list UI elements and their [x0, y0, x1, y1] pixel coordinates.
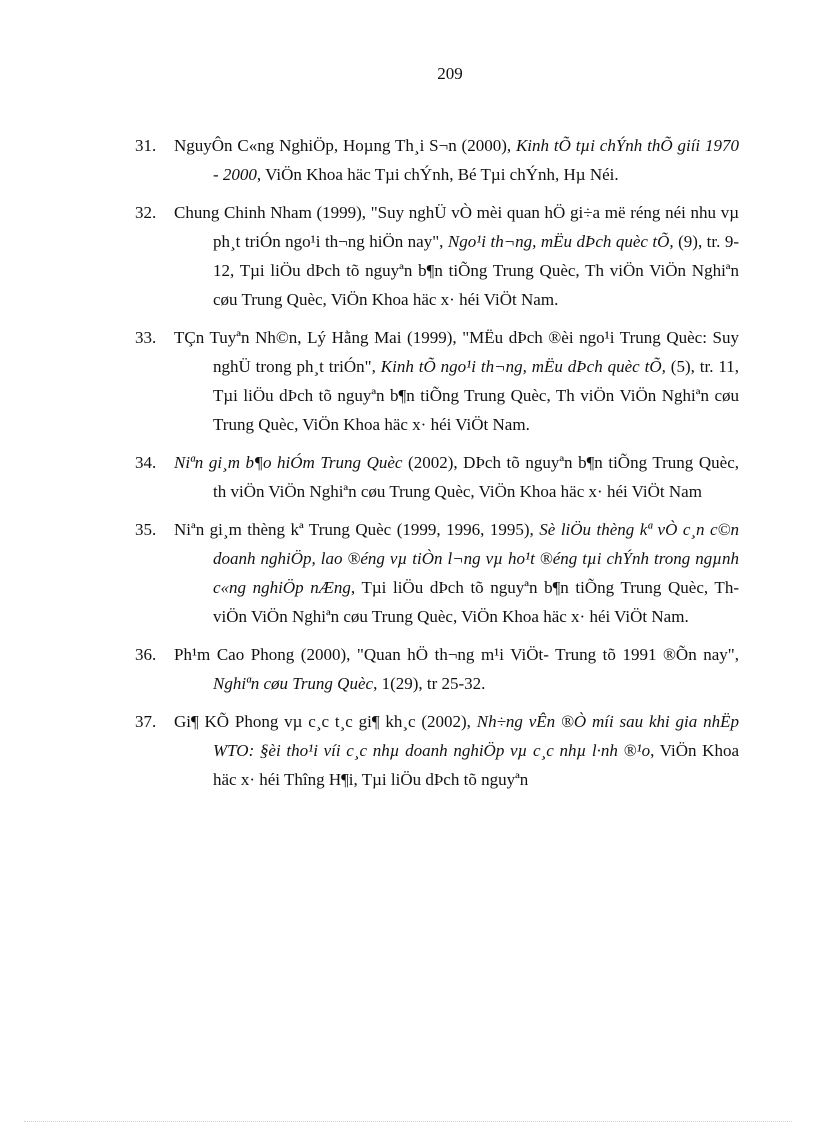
reference-text: Chung Chinh Nham (1999), "Suy nghÜ vÒ mèi quan hÖ gi÷a më réng néi nhu vµ ph¸t triÓn ngo¹i th¬ng hiÖn nay",: [174, 203, 739, 251]
reference-text: (9), tr. 9-12, Tµi liÖu dÞch tõ nguyªn b¶n tiÕng Trung Quèc, Th viÖn ViÖn Nghiªn cøu Trung Quèc, ViÖn Khoa häc x· héi ViÖt Nam.: [213, 232, 739, 309]
reference-title: Kinh tÕ ngo¹i th¬ng, mËu dÞch quèc tÕ,: [380, 357, 666, 376]
reference-text: NguyÔn C«ng NghiÖp, Hoµng Th¸i S¬n (2000),: [174, 136, 516, 155]
reference-text: TÇn Tuyªn Nh©n, Lý Hằng Mai (1999), "MËu dÞch ®èi ngo¹i Trung Quèc: Suy nghÜ trong ph¸t triÓn",: [174, 328, 739, 376]
reference-entry: [135, 131, 739, 189]
reference-list: [135, 131, 739, 803]
reference-entry: [135, 515, 739, 631]
reference-text: , ViÖn Khoa häc Tµi chÝnh, Bé Tµi chÝnh, Hµ Néi.: [256, 165, 619, 184]
reference-text: , 1(29), tr 25-32.: [373, 674, 486, 693]
reference-title: Ngo¹i th¬ng, mËu dÞch quèc tÕ,: [447, 232, 674, 251]
reference-entry: [135, 707, 739, 794]
reference-title: Nh÷ng vÊn ®Ò míi sau khi gia nhËp WTO: §èi tho¹i víi c¸c nhµ doanh nghiÖp vµ c¸c nhµ l·nh ®¹o: [213, 712, 739, 760]
reference-text: , ViÖn Khoa häc x· héi Thîng H¶i, Tµi liÖu dÞch tõ nguyªn: [213, 741, 739, 789]
reference-entry: [135, 448, 739, 506]
reference-number: 31.: [135, 136, 157, 155]
reference-number: 34.: [135, 453, 157, 472]
reference-text: (5), tr. 11, Tµi liÖu dÞch tõ nguyªn b¶n tiÕng Trung Quèc, Th viÖn ViÖn Nghiªn cøu Trung Quèc, ViÖn Khoa häc x· héi ViÖt Nam.: [213, 357, 740, 434]
reference-entry: [135, 198, 739, 314]
reference-number: 35.: [135, 520, 157, 539]
reference-text: Ph¹m Cao Phong (2000), "Quan hÖ th¬ng m¹i ViÖt- Trung tõ 1991 ®Õn nay",: [174, 645, 739, 664]
reference-number: 37.: [135, 712, 157, 731]
reference-text: Niªn gi¸m thèng kª Trung Quèc (1999, 1996, 1995),: [174, 520, 540, 539]
reference-number: 36.: [135, 645, 157, 664]
reference-number: 33.: [135, 328, 157, 347]
reference-title: Sè liÖu thèng kª vÒ c¸n c©n doanh nghiÖp, lao ®éng vµ tiÒn l¬ng vµ ho¹t ®éng tµi chÝnh trong ngµnh c«ng nghiÖp nÆng: [213, 520, 740, 597]
page-bottom-rule: [24, 1121, 792, 1122]
reference-title: Kinh tÕ tµi chÝnh thÕ giíi 1970 - 2000: [213, 136, 739, 184]
reference-entry: [135, 640, 739, 698]
reference-text: (2002), DÞch tõ nguyªn b¶n tiÕng Trung Quèc, th viÖn ViÖn Nghiªn cøu Trung Quèc, ViÖn Khoa häc x· héi ViÖt Nam: [213, 453, 739, 501]
page-number: 209: [437, 64, 463, 83]
reference-title: Nghiªn cøu Trung Quèc: [213, 674, 374, 693]
reference-text: , Tµi liÖu dÞch tõ nguyªn b¶n tiÕng Trung Quèc, Th viÖn ViÖn Nghiªn cøu Trung Quèc, ViÖn Khoa häc x· héi ViÖt Nam.: [213, 578, 739, 626]
reference-text: Gi¶ KÕ Phong vµ c¸c t¸c gi¶ kh¸c (2002),: [174, 712, 477, 731]
reference-entry: [135, 323, 739, 439]
reference-number: 32.: [135, 203, 157, 222]
reference-title: Niªn gi¸m b¶o hiÓm Trung Quèc: [174, 453, 403, 472]
